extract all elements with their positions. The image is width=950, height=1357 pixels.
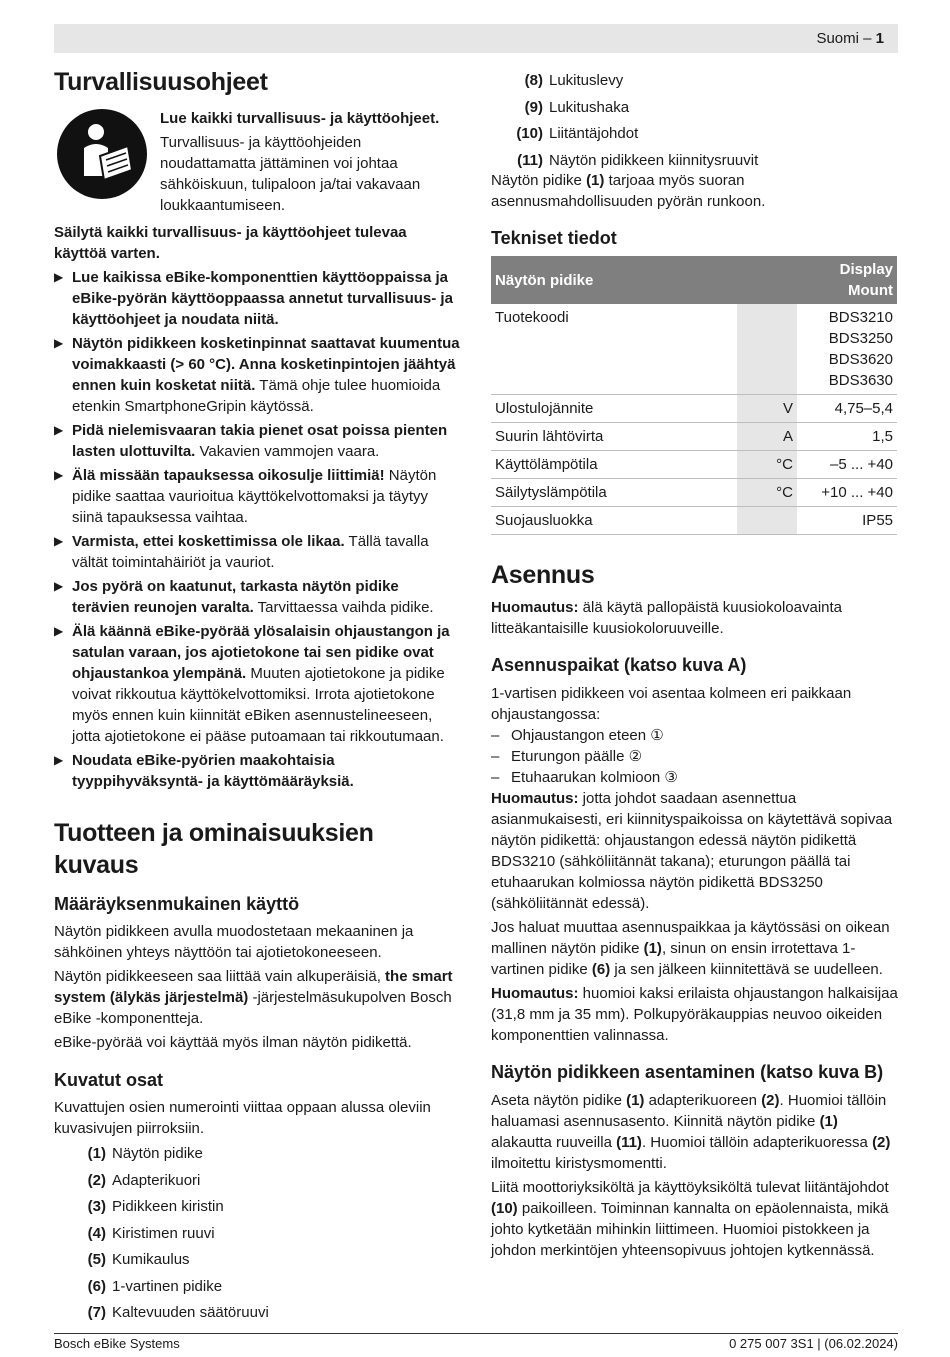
intended-p3: eBike-pyörää voi käyttää myös ilman näytön pidikettä.	[54, 1034, 412, 1051]
list-item: (10) Liitäntäjohdot	[516, 125, 639, 142]
locations-note: Huomautus: jotta johdot saadaan asennettua asianmukaisesti, eri kiinnityspaikoissa on käytettävä sopivaa näytön pidikettä: ohjaustangon edessä näytön pidikettä BDS3210 (sähköliitännät takana); eturungon päällä tai etuhaarukan kolmiossa näytön pidikettä BDS3250 (sähköliitännät edessä).	[491, 790, 893, 912]
list-item: (7) Kaltevuuden säätöruuvi	[87, 1304, 269, 1321]
table-row: Ulostulojännite V 4,75–5,4	[491, 395, 897, 423]
parts-list-left	[76, 1143, 460, 1323]
intro-text: Turvallisuus- ja käyttöohjeiden noudattamatta jättäminen voi johtaa sähköiskuun, tulipaloon ja/tai vakavaan loukkaantumiseen.	[160, 134, 421, 214]
left-column	[54, 66, 460, 1329]
install-note: Huomautus: älä käytä pallopäistä kuusiokoloavainta litteäkantaisille kuusiokoloruuveille.	[491, 599, 843, 637]
bullet-arrow-icon: ▶	[54, 270, 64, 284]
page-number: 1	[875, 30, 884, 47]
list-item: (9) Lukitushaka	[524, 98, 630, 116]
footer-divider	[54, 1333, 898, 1334]
list-item: – Ohjaustangon eteen ①	[491, 727, 664, 744]
safety-bullet: ▶ Noudata eBike-pyörien maakohtaisia tyyppihyväksyntä- ja käyttömääräyksiä.	[54, 752, 354, 790]
safety-bullet: ▶ Näytön pidikkeen kosketinpinnat saattavat kuumentua voimakkaasti (> 60 °C). Anna kosketinpintojen jäähtyä ennen kuin kosketat niitä. Tämä ohje tulee huomioida etenkin SmartphoneGripin käytössä.	[54, 335, 460, 415]
table-head-left: Näytön pidike	[491, 256, 797, 304]
intended-p2: Näytön pidikkeeseen saa liittää vain alkuperäisiä, the smart system (älykäs järjestelmä) -järjestelmäsukupolven Bosch eBike -komponentteja.	[54, 968, 453, 1027]
bullet-arrow-icon: ▶	[54, 753, 64, 767]
safety-bullet: ▶ Älä missään tapauksessa oikosulje liittimiä! Näytön pidike saattaa vaurioitua käyttökelvottomaksi ja täytyy siinä tapauksessa vaihtaa.	[54, 467, 437, 526]
tech-title: Tekniset tiedot	[491, 228, 617, 248]
keep-instructions: Säilytä kaikki turvallisuus- ja käyttöohjeet tulevaa käyttöä varten.	[54, 224, 407, 262]
page-language: Suomi –	[816, 30, 872, 47]
list-item: (6) 1-vartinen pidike	[87, 1277, 223, 1295]
list-item: (4) Kiristimen ruuvi	[87, 1224, 215, 1242]
footer-left: Bosch eBike Systems	[54, 1336, 180, 1351]
table-row: Tuotekoodi BDS3210 BDS3250 BDS3620 BDS3630	[491, 304, 897, 395]
mount-title: Näytön pidikkeen asentaminen (katso kuva B)	[491, 1062, 884, 1082]
locations-list	[491, 725, 898, 788]
bullet-arrow-icon: ▶	[54, 336, 64, 350]
safety-bullet: ▶ Jos pyörä on kaatunut, tarkasta näytön pidike terävien reunojen varalta. Tarvittaessa vaihda pidike.	[54, 578, 434, 616]
parts-list-right	[513, 70, 898, 171]
bullet-arrow-icon: ▶	[54, 624, 64, 638]
list-item: (11) Näytön pidikkeen kiinnitysruuvit	[517, 151, 759, 169]
bullet-arrow-icon: ▶	[54, 423, 64, 437]
safety-bullet: ▶ Pidä nielemisvaaran takia pienet osat poissa pienten lasten ulottuvilta. Vakavien vammojen vaara.	[54, 422, 448, 460]
intro-bold: Lue kaikki turvallisuus- ja käyttöohjeet.	[160, 110, 440, 127]
page-label	[816, 30, 884, 47]
safety-bullets	[54, 267, 460, 792]
header-bar	[54, 24, 898, 53]
table-row: Suurin lähtövirta A 1,5	[491, 423, 897, 451]
right-column	[491, 70, 898, 1264]
safety-title: Turvallisuusohjeet	[54, 68, 268, 96]
list-item: (8) Lukituslevy	[524, 72, 624, 89]
safety-intro	[54, 108, 460, 219]
tech-table	[491, 256, 897, 535]
intended-use-title: Määräyksenmukainen käyttö	[54, 894, 300, 914]
mount-p1: Aseta näytön pidike (1) adapterikuoreen (2). Huomioi tällöin haluamasi asennusasento. Kiinnitä näytön pidike (1) alakautta ruuveilla (11). Huomioi tällöin adapterikuoressa (2) ilmoitettu kiristysmomentti.	[491, 1092, 891, 1172]
safety-bullet: ▶ Varmista, ettei koskettimissa ole likaa. Tällä tavalla vältät toimintahäiriöt ja vauriot.	[54, 533, 429, 571]
safety-bullet: ▶ Lue kaikissa eBike-komponenttien käyttöoppaissa ja eBike-pyörän käyttöoppaassa annetut turvallisuus- ja käyttöohjeet ja noudata niitä.	[54, 269, 453, 328]
change-location: Jos haluat muuttaa asennuspaikkaa ja käytössäsi on oikean mallinen näytön pidike (1), sinun on ensin irrotettava 1-vartinen pidike (6) ja sen jälkeen kiinnitettävä se uudelleen.	[491, 919, 890, 978]
intended-p1: Näytön pidikkeen avulla muodostetaan mekaaninen ja sähköinen yhteys näyttöön tai ajotietokoneeseen.	[54, 923, 414, 961]
list-item: (1) Näytön pidike	[87, 1145, 203, 1162]
list-item: – Etuhaarukan kolmioon ③	[491, 769, 678, 786]
footer-right: 0 275 007 3S1 | (06.02.2024)	[729, 1336, 898, 1351]
parts-title: Kuvatut osat	[54, 1070, 164, 1090]
table-row: Säilytyslämpötila °C +10 ... +40	[491, 479, 897, 507]
locations-title: Asennuspaikat (katso kuva A)	[491, 655, 747, 675]
locations-intro: 1-vartisen pidikkeen voi asentaa kolmeen eri paikkaan ohjaustangossa:	[491, 685, 852, 723]
bullet-arrow-icon: ▶	[54, 579, 64, 593]
parts-intro: Kuvattujen osien numerointi viittaa oppaan alussa oleviin kuvasivujen piirroksiin.	[54, 1099, 431, 1137]
product-title: Tuotteen ja ominaisuuksien kuvaus	[54, 819, 374, 879]
list-item: (3) Pidikkeen kiristin	[87, 1198, 224, 1215]
diameter-note: Huomautus: huomioi kaksi erilaista ohjaustangon halkaisijaa (31,8 mm ja 35 mm). Polkupyöräkauppias neuvoo oikeiden komponenttien valinnassa.	[491, 985, 898, 1044]
bullet-arrow-icon: ▶	[54, 468, 64, 482]
safety-bullet: ▶ Älä käännä eBike-pyörää ylösalaisin ohjaustangon ja satulan varaan, jos ajotietokone tai sen pidike ovat ohjaustankoa ylempänä. Muuten ajotietokone ja pidike voivat rikkoutua käyttökelvottomiksi. Irrota ajotietokone myös ennen kuin kiinnität eBiken asennustelineeseen, jotta ajotietokone ei pääse putoamaan tai rikkoutumaan.	[54, 623, 450, 745]
table-row: Suojausluokka IP55	[491, 507, 897, 535]
read-manual-icon	[56, 108, 148, 200]
install-title: Asennus	[491, 561, 595, 589]
list-item: (2) Adapterikuori	[87, 1171, 201, 1189]
bullet-arrow-icon: ▶	[54, 534, 64, 548]
list-item: – Eturungon päälle ②	[491, 748, 643, 765]
table-row: Käyttölämpötila °C –5 ... +40	[491, 451, 897, 479]
table-head-right: Display Mount	[797, 256, 897, 304]
parts-note: Näytön pidike (1) tarjoaa myös suoran asennusmahdollisuuden pyörän runkoon.	[491, 172, 766, 210]
list-item: (5) Kumikaulus	[87, 1251, 190, 1268]
mount-p2: Liitä moottoriyksiköltä ja käyttöyksiköltä tulevat liitäntäjohdot (10) paikoilleen. Toiminnan kannalta on epäolennaista, mikä johto kytketään mihinkin liittimeen. Huomioi pistokkeen ja johdon merkintöjen yhteensopivuus johtojen kytkennässä.	[491, 1179, 889, 1259]
